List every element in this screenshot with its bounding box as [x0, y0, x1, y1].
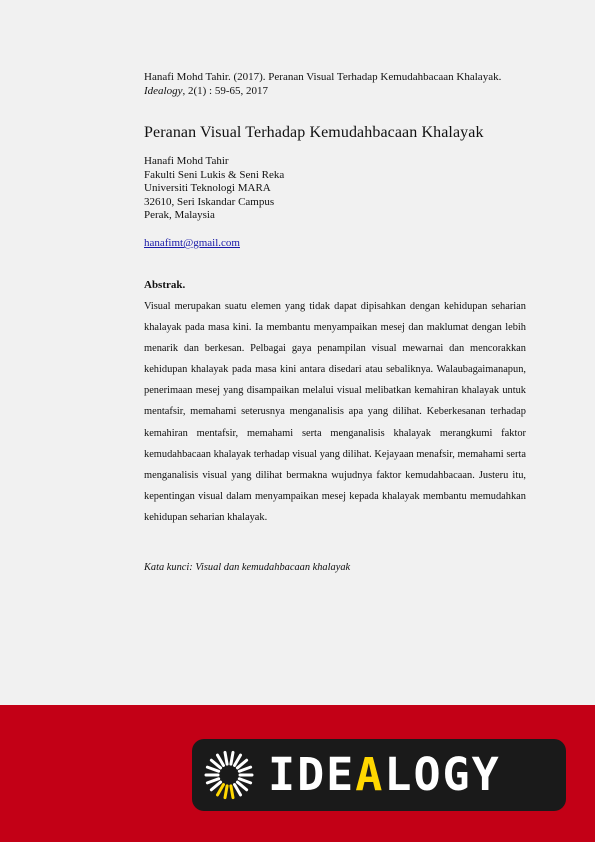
sunburst-ray	[225, 786, 227, 798]
sunburst-ray	[218, 785, 224, 795]
sunburst-ray	[235, 785, 241, 795]
author-name: Hanafi Mohd Tahir	[144, 155, 229, 167]
logo-wordmark	[268, 747, 501, 803]
citation-journal-line	[144, 85, 501, 99]
logo-accent-letter: A	[355, 748, 385, 801]
idealogy-logo	[192, 739, 566, 811]
abstract-text: Visual merupakan suatu elemen yang tidak dapat dipisahkan dengan kehidupan seharian khalayak pada masa kini. Ia membantu menyampaikan mesej dan maklumat dengan lebih menarik dan berkesan. Pelbagai gaya penampilan visual mewarnai dan mencorakkan kehidupan khalayak pada masa kini antara disedari atau sebaliknya. Walaubagaimanapun, penerimaan mesej yang disampaikan melalui visual melibatkan kemahiran khalayak untuk mentafsir, memahami seterusnya menganalisis apa yang dilihat. Keberkesanan terhadap kemahiran mentafsir, memahami serta menganalisis khalayak merangkumi faktor kemudahbacaan khalayak terhadap visual yang dilihat. Kejayaan menafsir, memahami serta menganalisis visual yang dilihat bermakna wujudnya faktor kemudahbacaan. Justeru itu, kepentingan visual dalam menyampaikan mesej kepada khalayak membantu memudahkan kehidupan seharian khalayak.	[144, 301, 526, 523]
sunburst-ray	[231, 786, 233, 798]
sunburst-ray	[239, 779, 250, 783]
sunburst-ray	[237, 760, 246, 768]
logo-text-part: IDE	[268, 748, 356, 801]
affiliation-line: Perak, Malaysia	[144, 209, 215, 222]
email-link[interactable]: hanafimt@gmail.com	[144, 237, 240, 249]
sunburst-ray	[225, 752, 227, 764]
sunburst-ray	[239, 767, 250, 771]
author-block	[144, 155, 284, 223]
sunburst-ray	[207, 767, 218, 771]
sunburst-ray	[207, 779, 218, 783]
affiliation-line: Fakulti Seni Lukis & Seni Reka	[144, 168, 285, 181]
logo-text-part: LOGY	[384, 748, 501, 801]
sunburst-ray	[211, 782, 220, 790]
sunburst-ray	[211, 760, 220, 768]
sunburst-ray	[218, 755, 224, 765]
citation-line: Hanafi Mohd Tahir. (2017). Peranan Visual Terhadap Kemudahbacaan Khalayak.	[144, 71, 502, 83]
citation	[144, 71, 501, 98]
affiliation-line: Universiti Teknologi MARA	[144, 182, 271, 195]
sunburst-icon	[204, 750, 254, 800]
keywords: Kata kunci: Visual dan kemudahbacaan khalayak	[144, 562, 351, 573]
sunburst-ray	[237, 782, 246, 790]
paper-title: Peranan Visual Terhadap Kemudahbacaan Khalayak	[144, 124, 484, 141]
abstract-heading: Abstrak.	[144, 279, 186, 291]
sunburst-ray	[235, 755, 241, 765]
sunburst-ray	[231, 752, 233, 764]
affiliation-line: 32610, Seri Iskandar Campus	[144, 195, 275, 208]
journal-name: Idealogy	[144, 84, 183, 97]
volume-info: , 2(1) : 59-65, 2017	[182, 84, 269, 97]
